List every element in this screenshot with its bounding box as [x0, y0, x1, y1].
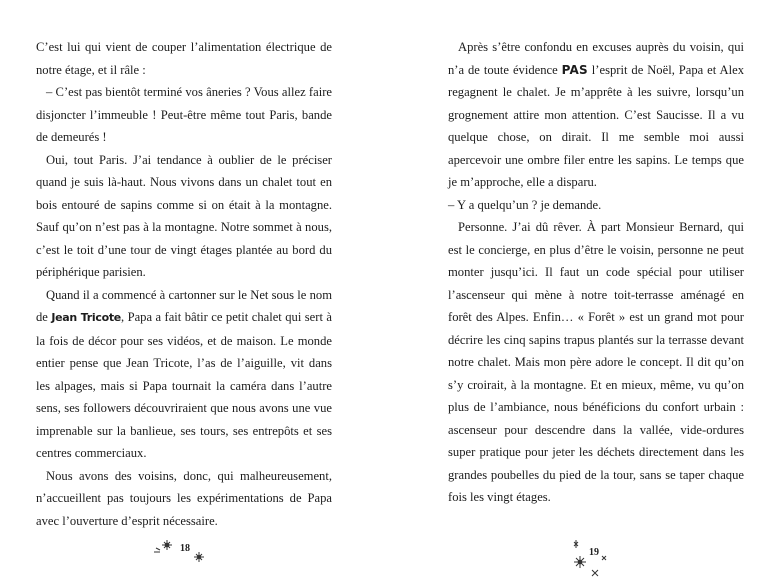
paragraph: C’est lui qui vient de couper l’alimentation électrique de notre étage, et il râle : [36, 40, 332, 77]
page-number-right: 19 [589, 547, 599, 558]
text-run: l’esprit de Noël, Papa et Alex regagnent le chalet. Je m’apprête à les suivre, lorsqu’un grognement attire mon attention. C’est Saucisse. Il a vu quelque chose, on dirait. Il me semble moi aussi apercevoir une ombre filer entre les sapins. Le temps que je m’approche, elle a disparu. [448, 62, 744, 189]
paragraph: Personne. J’ai dû rêver. À part Monsieur Bernard, qui est le concierge, en plus d’être le voisin, personne ne peut monter jusqu’ici. Il faut un code spécial pour utiliser l’ascenseur qui mène à notre toit-terrasse aménagé en forêt des Alpes. Enfin… « Forêt » est un grand mot pour décrire les cinq sapins trapus plantés sur la terrasse devant notre chalet. Mais mon père adore le concept. Il dit qu’on s’y croirait, à la montagne. Et en mieux, même, vu qu’on plus de l’ambiance, nous bénéficions du confort urbain : ascenseur pour descendre dans la vallée, vide-ordures super pratique pour jeter les déchets directement dans les grandes poubelles du pied de la tour, sans se taper chaque fois les vingt étages. [448, 220, 744, 504]
paragraph-dialogue: – Y a quelqu’un ? je demande. [448, 197, 602, 212]
left-page-text [36, 36, 332, 532]
paragraph-with-highlight [36, 284, 332, 465]
snowflake-decoration-icon [568, 534, 618, 582]
text-run: , Papa a fait bâtir ce petit chalet qui sert à la fois de décor pour ses vidéos, et de maison. Le monde entier pense que Jean Tricote, l’as de l’aiguille, vit dans les alpages, mais si Papa tournait la caméra dans l’autre sens, ses followers découvriraient que nous avons une vue imprenable sur la banlieue, ses tours, ses entrepôts et ses centres commerciaux. [36, 310, 332, 460]
text-run: Après s’être confondu en excuses auprès du voisin, qui n’a de toute évidence [448, 40, 744, 77]
paragraph: Oui, tout Paris. J’ai tendance à oublier de le préciser quand je suis là-haut. Nous vivons dans un chalet tout en bois entouré de sapins comme si on était à la montagne. Sauf qu’on n’est pas à la montagne. Notre sommet à nous, c’est le toit d’une tour de vingt étages plantée au bord du périphérique parisien. [36, 152, 332, 279]
pas-emphasis: PAS [561, 62, 588, 77]
jean-tricote-name: Jean Tricote [51, 311, 121, 324]
paragraph-dialogue: – C’est pas bientôt terminé vos âneries ? Vous allez faire disjoncter l’immeuble ! Peut-être même tout Paris, bande de demeurés ! [36, 85, 332, 144]
paragraph-with-highlight [448, 36, 744, 194]
text-run: Quand il a commencé à cartonner sur le Net sous le nom de [36, 287, 332, 324]
right-page-text [448, 36, 744, 509]
page-number-left: 18 [180, 543, 190, 554]
paragraph: Nous avons des voisins, donc, qui malheureusement, n’accueillent pas toujours les expérimentations de Papa avec l’ouverture d’esprit nécessaire. [36, 468, 332, 528]
